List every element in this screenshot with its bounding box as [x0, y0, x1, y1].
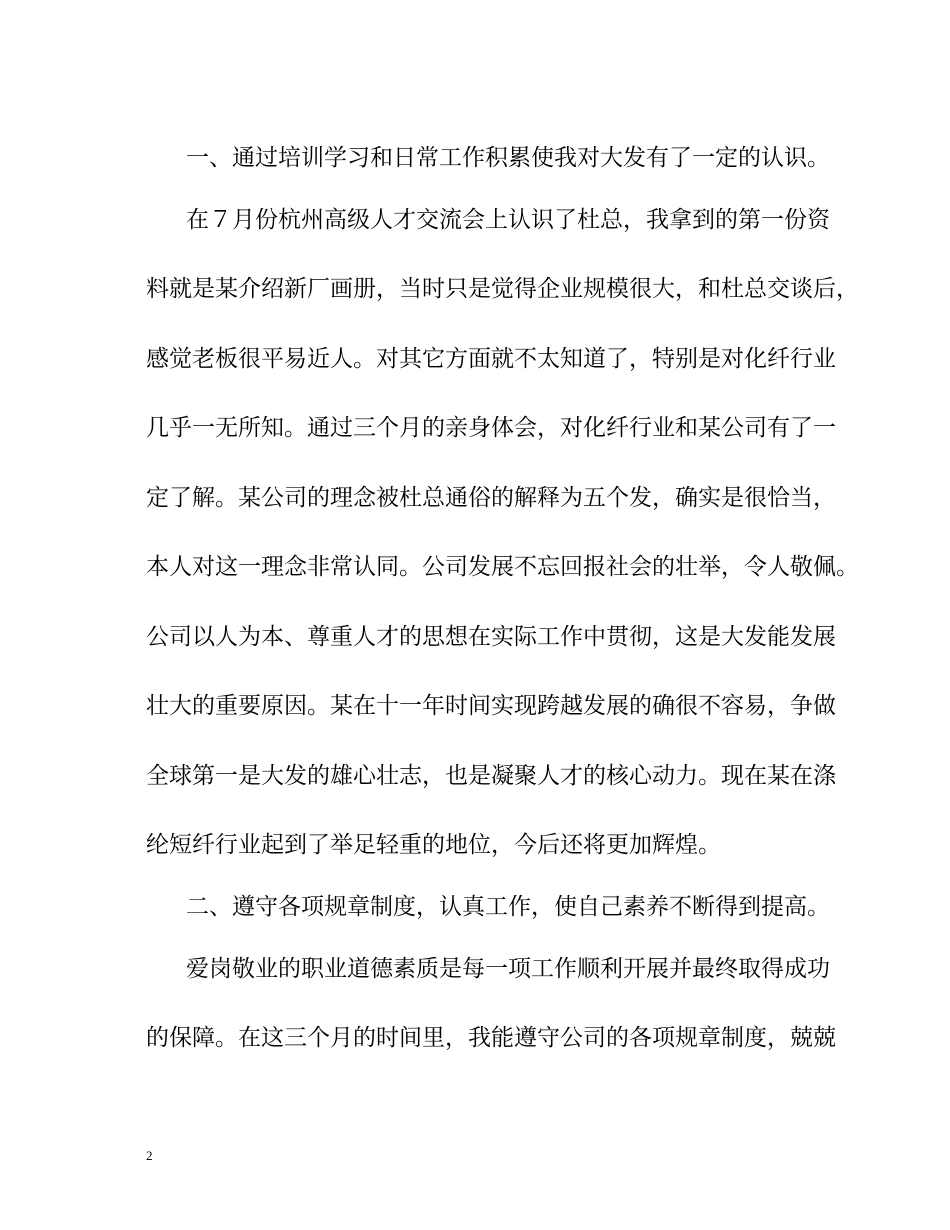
paragraph-line: 在７月份杭州高级人才交流会上认识了杜总，我拿到的第一份资: [186, 207, 830, 233]
section-heading-2: 二、遵守各项规章制度，认真工作，使自己素养不断得到提高。: [186, 894, 830, 920]
paragraph-line: 全球第一是大发的雄心壮志，也是凝聚人才的核心动力。现在某在涤: [146, 763, 836, 789]
paragraph-line: 本人对这一理念非常认同。公司发展不忘回报社会的壮举，令人敬佩。: [146, 554, 859, 580]
paragraph-line: 公司以人为本、尊重人才的思想在实际工作中贯彻，这是大发能发展: [146, 624, 836, 650]
paragraph-line: 爱岗敬业的职业道德素质是每一项工作顺利开展并最终取得成功: [186, 956, 830, 982]
section-heading-1: 一、通过培训学习和日常工作积累使我对大发有了一定的认识。: [186, 145, 830, 171]
page-number: 2: [146, 1148, 153, 1163]
paragraph-line: 壮大的重要原因。某在十一年时间实现跨越发展的确很不容易，争做: [146, 693, 836, 719]
paragraph-line: 的保障。在这三个月的时间里，我能遵守公司的各项规章制度，兢兢: [146, 1025, 836, 1051]
paragraph-line: 定了解。某公司的理念被杜总通俗的解释为五个发，确实是很恰当，: [146, 485, 836, 511]
paragraph-line: 纶短纤行业起到了举足轻重的地位，今后还将更加辉煌。: [146, 832, 721, 858]
paragraph-line: 感觉老板很平易近人。对其它方面就不太知道了，特别是对化纤行业: [146, 346, 836, 372]
paragraph-line: 料就是某介绍新厂画册，当时只是觉得企业规模很大，和杜总交谈后，: [146, 276, 859, 302]
paragraph-line: 几乎一无所知。通过三个月的亲身体会，对化纤行业和某公司有了一: [146, 415, 836, 441]
